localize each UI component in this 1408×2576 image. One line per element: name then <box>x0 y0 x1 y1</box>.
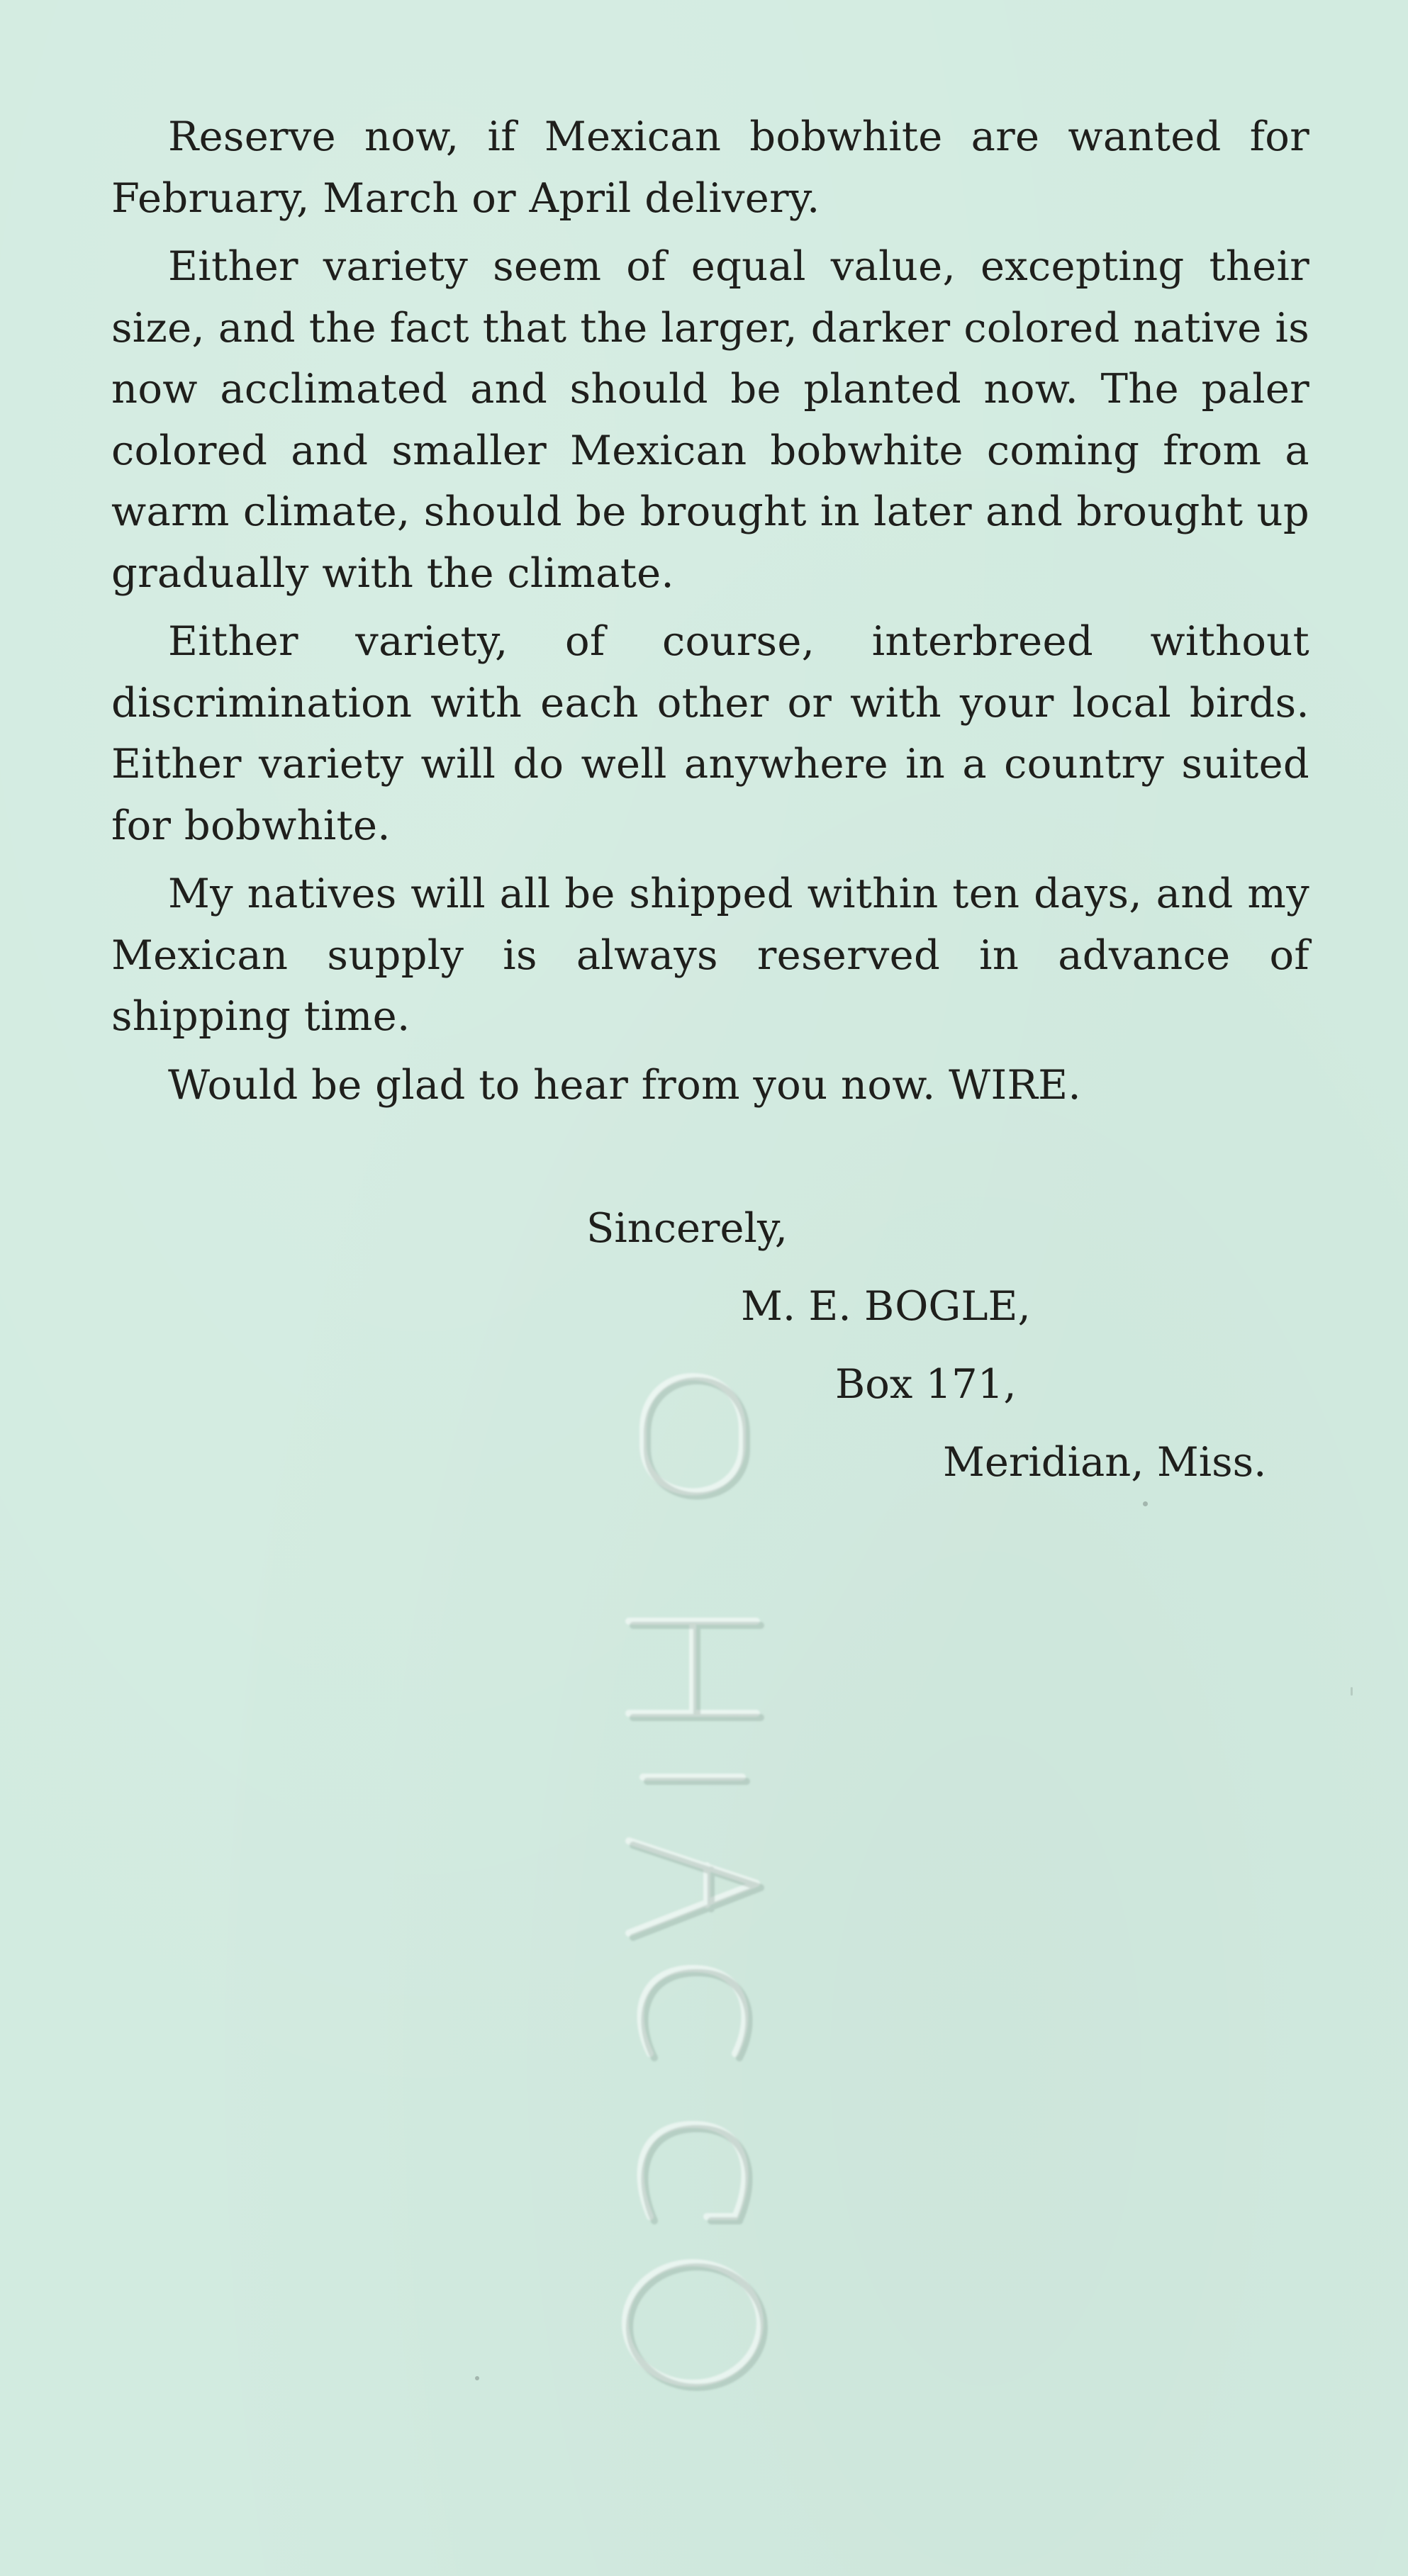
paragraph-reserve: Reserve now, if Mexican bobwhite are wanted for February, March or April delivery. <box>111 113 1309 222</box>
signature-name: M. E. BOGLE, <box>741 1282 1031 1330</box>
paragraph-interbreed: Either variety, of course, interbreed without discrimination with each other or with your local birds. Either variety will do well anywhere in a country suited for bobwhite. <box>111 617 1309 849</box>
address-box: Box 171, <box>835 1360 1017 1408</box>
embossed-chicago-watermark <box>603 1333 787 2417</box>
paper-speck <box>475 2376 479 2380</box>
paper-speck <box>1351 1687 1353 1696</box>
paragraph-request: Would be glad to hear from you now. WIRE. <box>168 1060 1081 1109</box>
address-city: Meridian, Miss. <box>943 1438 1267 1486</box>
paragraph-shipping: My natives will all be shipped within ten days, and my Mexican supply is always reserved in advance of shipping time. <box>111 870 1309 1040</box>
paper-speck <box>1143 1501 1148 1506</box>
paragraph-varieties: Either variety seem of equal value, excepting their size, and the fact that the larger, darker colored native is now acclimated and should be planted now. The paler colored and smaller Mexican bobwhite coming from a warm climate, should be brought in later and brought up gradually with the climate. <box>111 242 1309 597</box>
letter-body <box>111 106 1309 1123</box>
closing-salutation: Sincerely, <box>586 1204 788 1252</box>
